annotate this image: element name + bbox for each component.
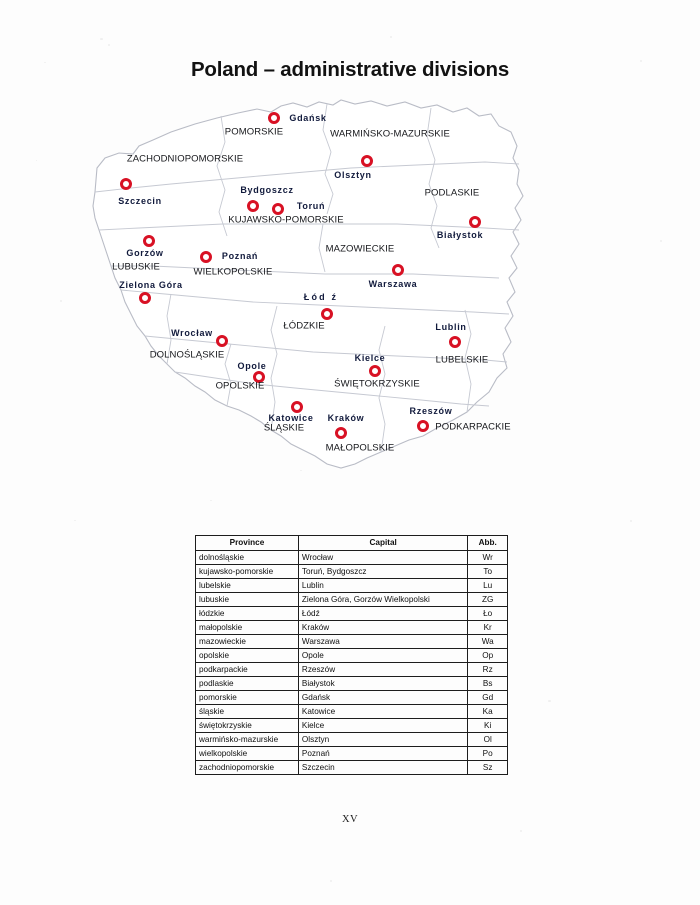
province-label: ŚLĄSKIE xyxy=(263,422,305,434)
province-label: PODKARPACKIE xyxy=(435,421,511,433)
cell-abbreviation: Op xyxy=(468,649,508,663)
cell-abbreviation: Lu xyxy=(468,579,508,593)
scan-artifact xyxy=(390,36,392,38)
table-row xyxy=(196,635,508,649)
city-label: Katowice xyxy=(268,413,314,423)
table-row xyxy=(196,663,508,677)
city-marker-icon xyxy=(272,203,284,215)
cell-province: warmińsko-mazurskie xyxy=(196,733,299,747)
city-marker-icon xyxy=(247,200,259,212)
page-title: Poland – administrative divisions xyxy=(190,58,510,81)
cell-abbreviation: Wa xyxy=(468,635,508,649)
city-marker-icon xyxy=(369,365,381,377)
city-marker-icon xyxy=(268,112,280,124)
cell-abbreviation: ZG xyxy=(468,593,508,607)
city-label: Olsztyn xyxy=(334,170,372,180)
city-marker-icon xyxy=(469,216,481,228)
table-body xyxy=(196,551,508,775)
table-row xyxy=(196,621,508,635)
cell-capital: Wrocław xyxy=(298,551,467,565)
cell-capital: Białystok xyxy=(298,677,467,691)
column-header-capital: Capital xyxy=(298,536,467,551)
cell-abbreviation: To xyxy=(468,565,508,579)
scan-artifact xyxy=(660,240,662,242)
city-label: Opole xyxy=(237,361,267,371)
cell-capital: Kielce xyxy=(298,719,467,733)
city-label: Białystok xyxy=(436,230,484,240)
table-row xyxy=(196,719,508,733)
province-label: OPOLSKIE xyxy=(215,380,265,392)
province-label: LUBUSKIE xyxy=(112,261,160,273)
cell-abbreviation: Kr xyxy=(468,621,508,635)
city-label: Bydgoszcz xyxy=(240,185,294,195)
table-row xyxy=(196,565,508,579)
cell-capital: Warszawa xyxy=(298,635,467,649)
cell-capital: Rzeszów xyxy=(298,663,467,677)
city-label: Gorzów xyxy=(126,248,164,258)
city-label: Rzeszów xyxy=(409,406,453,416)
scan-artifact xyxy=(630,520,632,522)
city-label: Szczecin xyxy=(118,196,162,206)
cell-province: podkarpackie xyxy=(196,663,299,677)
scan-artifact xyxy=(520,830,522,832)
city-marker-icon xyxy=(335,427,347,439)
city-label: Gdańsk xyxy=(289,113,327,123)
cell-abbreviation: Bs xyxy=(468,677,508,691)
table-row xyxy=(196,677,508,691)
table-row xyxy=(196,733,508,747)
table-row xyxy=(196,761,508,775)
table-row xyxy=(196,705,508,719)
table-header xyxy=(196,536,508,551)
province-label: ŁÓDZKIE xyxy=(283,320,325,332)
city-label: Wrocław xyxy=(171,328,213,338)
city-marker-icon xyxy=(216,335,228,347)
city-marker-icon xyxy=(449,336,461,348)
province-label: POMORSKIE xyxy=(224,126,284,138)
cell-abbreviation: Ło xyxy=(468,607,508,621)
city-label: Poznań xyxy=(221,251,259,261)
cell-abbreviation: Po xyxy=(468,747,508,761)
province-label: WIELKOPOLSKIE xyxy=(193,266,273,278)
cell-abbreviation: Gd xyxy=(468,691,508,705)
cell-capital: Olsztyn xyxy=(298,733,467,747)
city-marker-icon xyxy=(392,264,404,276)
city-label: Warszawa xyxy=(368,279,418,289)
cell-capital: Zielona Góra, Gorzów Wielkopolski xyxy=(298,593,467,607)
cell-capital: Gdańsk xyxy=(298,691,467,705)
city-marker-icon xyxy=(200,251,212,263)
table-row xyxy=(196,579,508,593)
scan-artifact xyxy=(548,700,551,702)
table-row xyxy=(196,551,508,565)
province-label: PODLASKIE xyxy=(424,187,480,199)
poland-map-figure xyxy=(75,96,620,486)
city-marker-icon xyxy=(361,155,373,167)
city-marker-icon xyxy=(417,420,429,432)
city-label: Zielona Góra xyxy=(119,280,183,290)
cell-province: lubelskie xyxy=(196,579,299,593)
province-label: KUJAWSKO-POMORSKIE xyxy=(228,214,344,226)
column-header-province: Province xyxy=(196,536,299,551)
cell-capital: Opole xyxy=(298,649,467,663)
page-number: XV xyxy=(342,814,358,825)
cell-abbreviation: Sz xyxy=(468,761,508,775)
province-label: WARMIŃSKO-MAZURSKIE xyxy=(330,128,450,140)
cell-province: świętokrzyskie xyxy=(196,719,299,733)
cell-province: pomorskie xyxy=(196,691,299,705)
province-label: MAZOWIECKIE xyxy=(325,243,395,255)
province-capital-table xyxy=(195,535,508,775)
cell-province: podlaskie xyxy=(196,677,299,691)
cell-province: małopolskie xyxy=(196,621,299,635)
cell-capital: Poznań xyxy=(298,747,467,761)
cell-capital: Lublin xyxy=(298,579,467,593)
cell-province: śląskie xyxy=(196,705,299,719)
scan-artifact xyxy=(36,160,37,161)
province-label: LUBELSKIE xyxy=(435,354,489,366)
city-marker-icon xyxy=(120,178,132,190)
city-label: Toruń xyxy=(296,201,326,211)
cell-province: mazowieckie xyxy=(196,635,299,649)
cell-abbreviation: Wr xyxy=(468,551,508,565)
cell-abbreviation: Rz xyxy=(468,663,508,677)
city-label: Łód ź xyxy=(303,292,339,302)
city-marker-icon xyxy=(321,308,333,320)
city-marker-icon xyxy=(143,235,155,247)
cell-province: wielkopolskie xyxy=(196,747,299,761)
cell-abbreviation: Ol xyxy=(468,733,508,747)
city-label: Lublin xyxy=(435,322,467,332)
cell-province: kujawsko-pomorskie xyxy=(196,565,299,579)
cell-capital: Kraków xyxy=(298,621,467,635)
cell-province: dolnośląskie xyxy=(196,551,299,565)
cell-province: zachodniopomorskie xyxy=(196,761,299,775)
scan-artifact xyxy=(108,44,110,46)
city-marker-icon xyxy=(291,401,303,413)
table-row xyxy=(196,649,508,663)
scan-artifact xyxy=(74,520,76,521)
table-row xyxy=(196,747,508,761)
cell-capital: Toruń, Bydgoszcz xyxy=(298,565,467,579)
table-row xyxy=(196,691,508,705)
column-header-abbreviation: Abb. xyxy=(468,536,508,551)
cell-province: lubuskie xyxy=(196,593,299,607)
scan-artifact xyxy=(210,500,212,501)
province-label: MAŁOPOLSKIE xyxy=(325,442,395,454)
city-label: Kielce xyxy=(354,353,386,363)
cell-capital: Katowice xyxy=(298,705,467,719)
cell-abbreviation: Ki xyxy=(468,719,508,733)
scan-artifact xyxy=(100,38,103,40)
cell-abbreviation: Ka xyxy=(468,705,508,719)
city-marker-icon xyxy=(139,292,151,304)
province-label: DOLNOŚLĄSKIE xyxy=(149,349,225,361)
scan-artifact xyxy=(330,880,332,882)
city-label: Kraków xyxy=(327,413,365,423)
cell-capital: Łódź xyxy=(298,607,467,621)
province-label: ŚWIĘTOKRZYSKIE xyxy=(334,378,420,390)
cell-province: opolskie xyxy=(196,649,299,663)
province-label: ZACHODNIOPOMORSKIE xyxy=(126,153,244,165)
table-row xyxy=(196,593,508,607)
table-row xyxy=(196,607,508,621)
cell-province: łódzkie xyxy=(196,607,299,621)
table-header-row xyxy=(196,536,508,551)
cell-capital: Szczecin xyxy=(298,761,467,775)
scan-artifact xyxy=(60,300,62,302)
